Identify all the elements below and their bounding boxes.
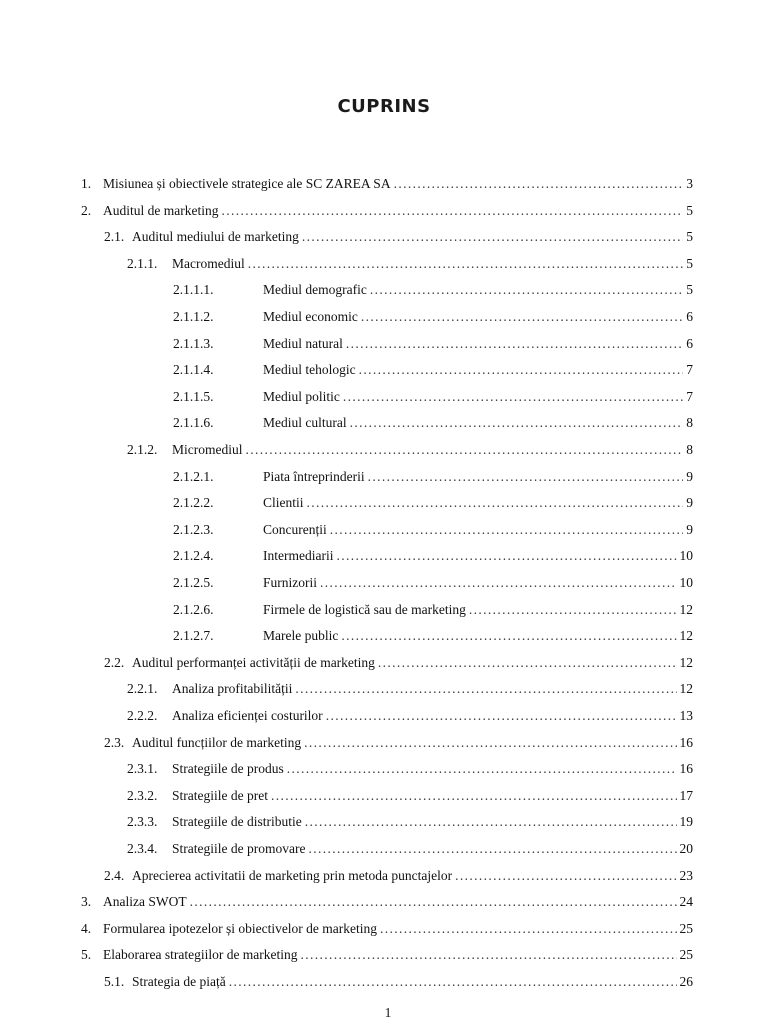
toc-entry-page: 8 <box>686 415 693 431</box>
toc-dot-leader <box>248 256 684 272</box>
toc-dot-leader <box>301 947 677 963</box>
toc-entry[interactable] <box>104 229 693 245</box>
toc-entry-title: Auditul performanței activității de marketing <box>132 654 375 670</box>
toc-entry-number: 2.3.3. <box>127 814 158 830</box>
toc-entry[interactable] <box>173 522 693 538</box>
toc-entry-title: Furnizorii <box>263 575 317 590</box>
toc-entry-number: 2. <box>81 202 92 218</box>
toc-entry[interactable] <box>81 894 693 910</box>
toc-entry-page: 19 <box>679 814 693 830</box>
toc-entry[interactable] <box>173 282 693 298</box>
toc-entry-title: Analiza SWOT <box>103 894 187 910</box>
toc-entry-number: 2.3.1. <box>127 761 158 777</box>
toc-entry-number: 2.3. <box>104 734 125 750</box>
toc-entry-number: 2.3.4. <box>127 841 158 856</box>
toc-entry-title: Analiza profitabilității <box>172 681 293 697</box>
toc-entry[interactable] <box>173 548 693 564</box>
toc-entry-number: 1. <box>81 176 92 191</box>
toc-entry-number: 2.3.2. <box>127 787 158 803</box>
toc-dot-leader <box>469 602 677 618</box>
toc-entry-number: 2.1.1.2. <box>173 309 214 324</box>
toc-entry[interactable] <box>173 628 693 644</box>
toc-dot-leader <box>304 735 676 751</box>
toc-dot-leader <box>229 974 677 990</box>
toc-entry[interactable] <box>81 203 693 219</box>
toc-entry-number: 2.1.1. <box>127 255 158 271</box>
toc-dot-leader <box>361 309 683 325</box>
toc-entry-number: 2.1.2.1. <box>173 468 214 484</box>
toc-entry-title: Strategiile de pret <box>172 787 268 803</box>
toc-entry[interactable] <box>104 974 693 990</box>
toc-dot-leader <box>308 841 676 857</box>
toc-entry-number: 2.4. <box>104 867 125 883</box>
toc-entry-page: 5 <box>686 255 693 271</box>
toc-dot-leader <box>359 362 684 378</box>
toc-entry-title: Micromediul <box>172 442 243 457</box>
toc-entry-number: 2.1.1.3. <box>173 335 214 351</box>
toc-entry-page: 3 <box>686 176 693 191</box>
toc-entry-title: Intermediarii <box>263 548 334 564</box>
toc-entry[interactable] <box>127 708 693 724</box>
toc-entry-number: 2.1.2.5. <box>173 575 214 590</box>
toc-entry-number: 2.1.2. <box>127 442 158 457</box>
toc-entry-title: Mediul tehologic <box>263 362 356 378</box>
toc-entry[interactable] <box>81 176 693 192</box>
toc-entry-number: 2.1.1.4. <box>173 362 214 378</box>
toc-entry[interactable] <box>173 469 693 485</box>
toc-entry-number: 2.1.1.5. <box>173 388 214 404</box>
toc-entry[interactable] <box>127 761 693 777</box>
toc-entry-page: 25 <box>679 947 693 963</box>
toc-entry-title: Macromediul <box>172 255 245 271</box>
toc-entry-page: 7 <box>686 362 693 378</box>
toc-entry-page: 16 <box>679 734 693 750</box>
toc-entry-title: Concurenții <box>263 521 327 537</box>
toc-entry-number: 2.2. <box>104 654 125 670</box>
toc-entry-title: Analiza eficienței costurilor <box>172 708 323 723</box>
toc-entry-page: 13 <box>679 708 693 723</box>
toc-entry[interactable] <box>127 256 693 272</box>
toc-dot-leader <box>380 921 676 937</box>
toc-entry-number: 4. <box>81 920 92 936</box>
toc-entry-title: Auditul de marketing <box>103 202 219 218</box>
toc-entry-page: 6 <box>686 335 693 351</box>
toc-dot-leader <box>394 176 684 192</box>
toc-dot-leader <box>287 761 677 777</box>
toc-entry-page: 12 <box>679 601 693 617</box>
toc-entry-title: Mediul cultural <box>263 415 347 431</box>
toc-entry-number: 5. <box>81 947 92 963</box>
toc-entry-page: 17 <box>679 787 693 803</box>
toc-entry-number: 2.1. <box>104 229 125 245</box>
toc-entry[interactable] <box>127 788 693 804</box>
page-number: 1 <box>384 1005 392 1020</box>
toc-entry-number: 2.1.2.2. <box>173 495 214 511</box>
toc-entry-title: Formularea ipotezelor și obiectivelor de marketing <box>103 920 378 936</box>
toc-entry-page: 5 <box>686 229 693 245</box>
toc-dot-leader <box>330 522 684 538</box>
toc-entry-number: 2.1.1.1. <box>173 282 214 298</box>
toc-entry[interactable] <box>127 681 693 697</box>
toc-dot-leader <box>343 389 683 405</box>
toc-entry[interactable] <box>127 814 693 830</box>
toc-entry-title: Strategiile de promovare <box>172 841 306 856</box>
toc-entry-title: Mediul economic <box>263 309 358 324</box>
toc-entry-title: Strategiile de distributie <box>172 814 302 830</box>
toc-entry[interactable] <box>173 495 693 511</box>
toc-entry-title: Strategiile de produs <box>172 761 284 777</box>
toc-entry-page: 12 <box>679 654 693 670</box>
toc-entry[interactable] <box>173 415 693 431</box>
toc-entry-title: Mediul demografic <box>263 282 367 298</box>
toc-entry-number: 3. <box>81 894 92 910</box>
toc-dot-leader <box>336 548 676 564</box>
toc-dot-leader <box>221 203 683 219</box>
toc-entry-page: 5 <box>686 202 693 218</box>
toc-entry-number: 2.2.1. <box>127 681 158 697</box>
toc-entry-title: Elaborarea strategiilor de marketing <box>103 947 298 963</box>
toc-entry[interactable] <box>173 309 693 325</box>
toc-entry-page: 9 <box>686 468 693 484</box>
toc-dot-leader <box>455 868 676 884</box>
toc-entry[interactable] <box>104 655 693 671</box>
toc-entry-title: Clientii <box>263 495 304 511</box>
toc-entry-title: Mediul natural <box>263 335 343 351</box>
toc-dot-leader <box>346 336 683 352</box>
toc-entry-page: 10 <box>679 575 693 590</box>
toc-entry[interactable] <box>81 921 693 937</box>
toc-entry-title: Piata întreprinderii <box>263 468 365 484</box>
toc-entry-title: Strategia de piață <box>132 974 226 989</box>
toc-entry-title: Firmele de logistică sau de marketing <box>263 601 466 617</box>
toc-entry[interactable] <box>104 868 693 884</box>
toc-entry-page: 24 <box>679 894 693 910</box>
toc-dot-leader <box>320 575 677 591</box>
toc-dot-leader <box>368 469 684 485</box>
toc-entry-page: 20 <box>679 841 693 856</box>
toc-entry-number: 2.1.2.3. <box>173 521 214 537</box>
toc-entry-title: Misiunea și obiectivele strategice ale SC ZAREA SA <box>103 176 391 191</box>
toc-dot-leader <box>302 229 683 245</box>
toc-dot-leader <box>190 894 677 910</box>
toc-dot-leader <box>326 708 677 724</box>
toc-entry[interactable] <box>173 389 693 405</box>
toc-entry[interactable] <box>81 947 693 963</box>
toc-entry-page: 12 <box>679 628 693 644</box>
toc-dot-leader <box>246 442 684 458</box>
page-title: CUPRINS <box>337 96 431 117</box>
toc-entry-page: 7 <box>686 388 693 404</box>
toc-entry[interactable] <box>173 336 693 352</box>
toc-entry[interactable] <box>104 735 693 751</box>
toc-entry-number: 2.1.1.6. <box>173 415 214 431</box>
toc-dot-leader <box>350 415 684 431</box>
toc-entry-page: 26 <box>679 974 693 989</box>
toc-entry[interactable] <box>127 841 693 857</box>
toc-entry[interactable] <box>173 575 693 591</box>
toc-entry-title: Auditul mediului de marketing <box>132 229 299 245</box>
toc-dot-leader <box>307 495 684 511</box>
toc-dot-leader <box>271 788 677 804</box>
toc-dot-leader <box>370 282 683 298</box>
toc-entry-page: 5 <box>686 282 693 298</box>
toc-entry[interactable] <box>127 442 693 458</box>
toc-dot-leader <box>378 655 677 671</box>
toc-entry-page: 9 <box>686 495 693 511</box>
toc-entry[interactable] <box>173 362 693 378</box>
toc-entry-number: 2.1.2.6. <box>173 601 214 617</box>
toc-entry-page: 16 <box>679 761 693 777</box>
toc-entry-page: 6 <box>686 309 693 324</box>
toc-entry-page: 23 <box>679 867 693 883</box>
toc-entry-page: 12 <box>679 681 693 697</box>
toc-entry-title: Mediul politic <box>263 388 340 404</box>
toc-entry-page: 10 <box>679 548 693 564</box>
toc-entry[interactable] <box>173 602 693 618</box>
toc-entry-number: 5.1. <box>104 974 125 989</box>
toc-entry-number: 2.1.2.4. <box>173 548 214 564</box>
toc-entry-number: 2.2.2. <box>127 708 158 723</box>
toc-entry-page: 9 <box>686 521 693 537</box>
toc-entry-page: 25 <box>679 920 693 936</box>
toc-dot-leader <box>295 681 676 697</box>
toc-dot-leader <box>341 628 676 644</box>
toc-entry-title: Aprecierea activitatii de marketing prin metoda punctajelor <box>132 867 453 883</box>
toc-dot-leader <box>305 814 677 830</box>
toc-entry-title: Auditul funcțiilor de marketing <box>132 734 302 750</box>
toc-entry-number: 2.1.2.7. <box>173 628 214 644</box>
toc-entry-page: 8 <box>686 442 693 457</box>
toc-entry-title: Marele public <box>263 628 339 644</box>
